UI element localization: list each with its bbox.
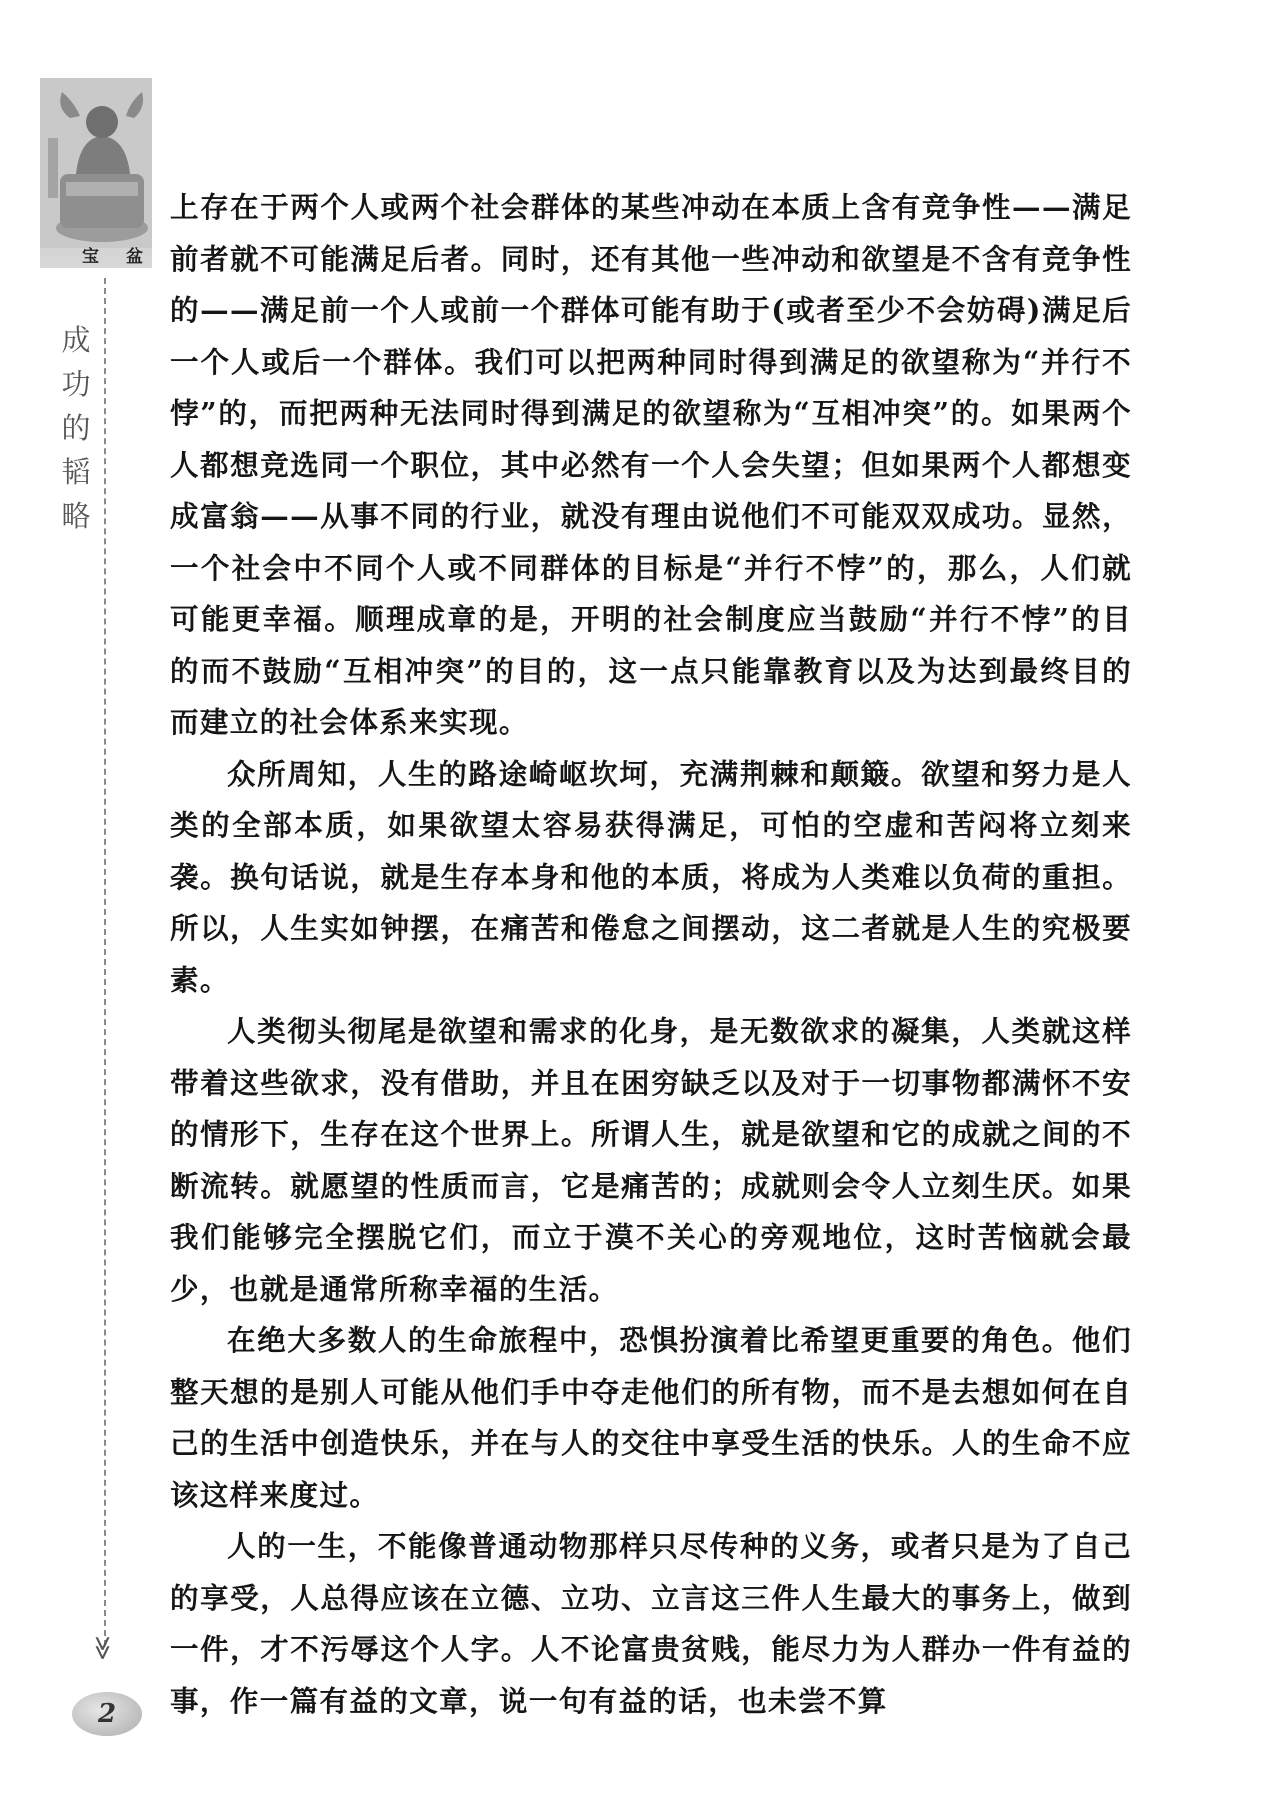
side-title-char: 略 <box>61 499 91 533</box>
side-title-char: 成 <box>61 323 91 357</box>
side-dashed-rule <box>104 278 106 1646</box>
ornament-caption <box>40 246 152 268</box>
paragraph: 众所周知，人生的路途崎岖坎坷，充满荆棘和颠簸。欲望和努力是人类的全部本质，如果欲望太容易获得满足，可怕的空虚和苦闷将立刻来袭。换句话说，就是生存本身和他的本质，将成为人类难以负荷的重担。所以，人生实如钟摆，在痛苦和倦怠之间摆动，这二者就是人生的究极要素。 <box>170 756 1132 997</box>
chevron-down-icon <box>86 1635 120 1661</box>
side-title-char: 韬 <box>61 455 91 489</box>
ornament-caption-char: 宝 <box>82 247 99 267</box>
ornament-caption-char: 盆 <box>126 247 143 267</box>
side-book-title <box>58 318 94 538</box>
header-ornament-image <box>40 78 152 268</box>
side-title-char: 功 <box>61 367 91 401</box>
paragraph: 在绝大多数人的生命旅程中，恐惧扮演着比希望更重要的角色。他们整天想的是别人可能从他们手中夺走他们的所有物，而不是去想如何在自己的生活中创造快乐，并在与人的交往中享受生活的快乐。人的生命不应该这样来度过。 <box>170 1323 1132 1512</box>
body-text <box>170 182 1132 1727</box>
chevron-glyph: ≫ <box>89 1635 117 1661</box>
paragraph: 人类彻头彻尾是欲望和需求的化身，是无数欲求的凝集，人类就这样带着这些欲求，没有借助，并且在困穷缺乏以及对于一切事物都满怀不安的情形下，生存在这个世界上。所谓人生，就是欲望和它的成就之间的不断流转。就愿望的性质而言，它是痛苦的；成就则会令人立刻生厌。如果我们能够完全摆脱它们，而立于漠不关心的旁观地位，这时苦恼就会最少，也就是通常所称幸福的生活。 <box>170 1014 1132 1306</box>
page-number: 2 <box>72 1692 142 1736</box>
paragraph: 人的一生，不能像普通动物那样只尽传种的义务，或者只是为了自己的享受，人总得应该在立德、立功、立言这三件人生最大的事务上，做到一件，才不污辱这个人字。人不论富贵贫贱，能尽力为人群办一件有益的事，作一篇有益的文章，说一句有益的话，也未尝不算 <box>170 1529 1132 1718</box>
side-title-char: 的 <box>61 411 91 445</box>
ornament-vessel-icon <box>40 78 152 248</box>
paragraph: 上存在于两个人或两个社会群体的某些冲动在本质上含有竞争性——满足前者就不可能满足后者。同时，还有其他一些冲动和欲望是不含有竞争性的——满足前一个人或前一个群体可能有助于(或者至少不会妨碍)满足后一个人或后一个群体。我们可以把两种同时得到满足的欲望称为“并行不悖”的，而把两种无法同时得到满足的欲望称为“互相冲突”的。如果两个人都想竞选同一个职位，其中必然有一个人会失望；但如果两个人都想变成富翁——从事不同的行业，就没有理由说他们不可能双双成功。显然，一个社会中不同个人或不同群体的目标是“并行不悖”的，那么，人们就可能更幸福。顺理成章的是，开明的社会制度应当鼓励“并行不悖”的目的而不鼓励“互相冲突”的目的，这一点只能靠教育以及为达到最终目的而建立的社会体系来实现。 <box>170 190 1132 739</box>
